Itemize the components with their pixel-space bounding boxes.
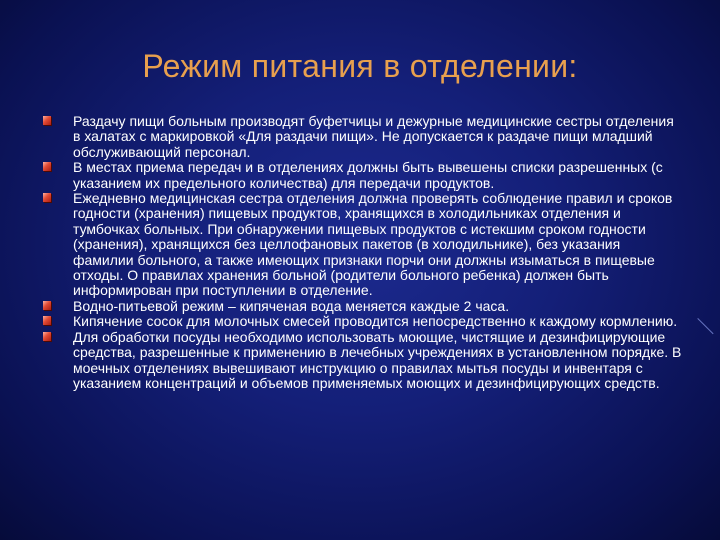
decorative-line bbox=[697, 318, 713, 334]
list-item-text: Для обработки посуды необходимо использовать моющие, чистящие и дезинфицирующие средства, разрешенные к применению в лечебных учреждениях в установленном порядке. В моечных отделениях вывешивают инструкцию о правилах мытья посуды и инвентаря с указанием концентраций и объемов применяемых моющих и дезинфицирующих средств. bbox=[73, 328, 682, 391]
square-bullet-icon bbox=[43, 162, 51, 171]
list-item bbox=[43, 160, 683, 191]
list-item bbox=[43, 191, 683, 299]
list-item-text: Кипячение сосок для молочных смесей проводится непосредственно к каждому кормлению. bbox=[73, 313, 678, 330]
square-bullet-icon bbox=[43, 193, 51, 202]
list-item bbox=[43, 314, 683, 329]
list-item-text: Раздачу пищи больным производят буфетчицы и дежурные медицинские сестры отделения в халатах с маркировкой «Для раздачи пищи». Не допускается к раздаче пищи младший обслуживающий персонал. bbox=[73, 113, 674, 160]
list-item-text: Ежедневно медицинская сестра отделения должна проверять соблюдение правил и сроков годности (хранения) пищевых продуктов, хранящихся в холодильниках отделения и тумбочках больных. При обнаружении пищевых продуктов с истекшим сроком годности (хранения), хранящихся без целлофановых пакетов (в холодильнике), без указания фамилии больного, а также имеющих признаки порчи они должны изыматься в пищевые отходы. О правилах хранения больной (родители больного ребенка) должен быть информирован при поступлении в отделение. bbox=[73, 190, 673, 299]
square-bullet-icon bbox=[43, 301, 51, 310]
bullet-list bbox=[43, 114, 683, 391]
list-item bbox=[43, 299, 683, 314]
square-bullet-icon bbox=[43, 332, 51, 341]
list-item-text: В местах приема передач и в отделениях должны быть вывешены списки разрешенных (с указанием их предельного количества) для передачи продуктов. bbox=[73, 159, 663, 191]
list-item-text: Водно-питьевой режим – кипяченая вода меняется каждые 2 часа. bbox=[73, 297, 510, 314]
list-item bbox=[43, 114, 683, 160]
square-bullet-icon bbox=[43, 116, 51, 125]
list-item bbox=[43, 330, 683, 392]
square-bullet-icon bbox=[43, 316, 51, 325]
slide-title: Режим питания в отделении: bbox=[142, 48, 578, 84]
